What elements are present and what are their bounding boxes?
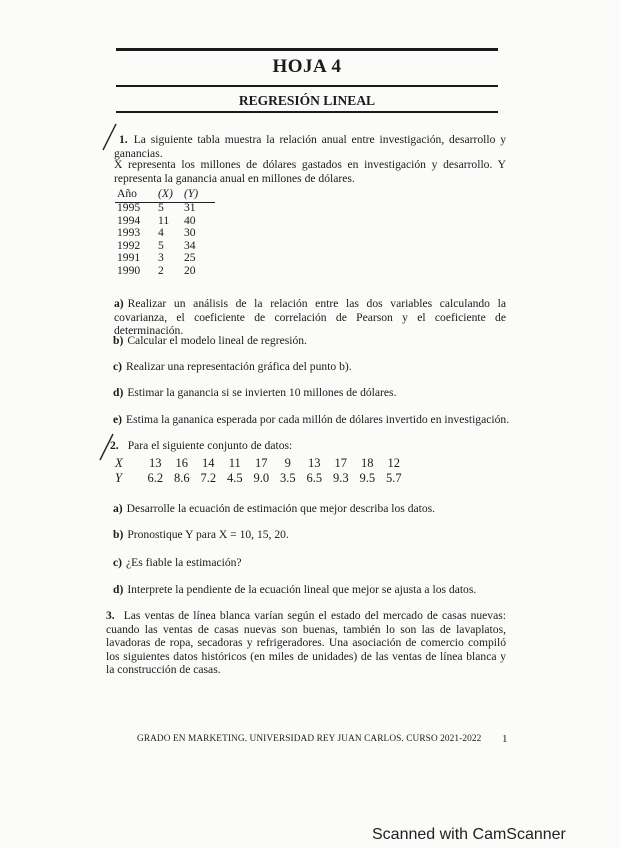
table-cell: 1995: [117, 201, 141, 214]
ex1-question-e: e) Estima la gananica esperada por cada millón de dólares invertido en investigación.: [113, 413, 510, 426]
table-cell: 1992: [117, 238, 141, 252]
ex2-intro: 2. Para el siguiente conjunto de datos:: [110, 439, 293, 452]
ex2-question-d: d) Interprete la pendiente de la ecuación lineal que mejor se ajusta a los datos.: [113, 583, 477, 596]
y-value: 4.5: [226, 471, 243, 485]
ex1-table: [117, 188, 224, 201]
ex1-table-body: [117, 202, 224, 278]
y-value: 7.2: [200, 471, 217, 485]
y-value: 9.5: [359, 471, 376, 485]
ex1-description: X representa los millones de dólares gastados en investigación y desarrollo. Y representa la ganancia anual en millones de dólares.: [114, 158, 506, 185]
table-row: [117, 265, 224, 278]
ex3-text: 3. Las ventas de línea blanca varían según el estado del mercado de casas nuevas: cuando las ventas de casas nuevas son buenas, también lo son las de lavaplatos, lavadoras de ropa, secadoras y refrigeradores. Una asociación de comercio compiló los siguientes datos históricos (en miles de unidades) de las ventas de línea blanca y la construcción de casas.: [106, 609, 506, 677]
x-value: 16: [175, 456, 188, 470]
table-cell: 30: [184, 226, 196, 240]
y-value: 9.3: [332, 471, 349, 485]
ex2-data-table: [115, 456, 407, 486]
table-cell: 1990: [117, 263, 141, 277]
table-cell: 34: [184, 238, 196, 252]
subtitle-rule: [116, 111, 498, 113]
x-value: 12: [387, 456, 400, 470]
question-label: d): [113, 583, 124, 596]
ex1-question-a: a) Realizar un análisis de la relación entre las dos variables calculando la covarianza, el coeficiente de correlación de Pearson y el coeficiente de determinación.: [114, 297, 506, 338]
table-row: [117, 202, 224, 215]
question-label: c): [113, 556, 123, 569]
ex2-number: 2.: [110, 439, 119, 452]
x-value: 13: [149, 456, 162, 470]
question-label: c): [113, 360, 123, 373]
table-cell: 20: [184, 263, 196, 277]
ex2-question-a: a) Desarrolle la ecuación de estimación que mejor describa los datos.: [113, 502, 436, 515]
table-cell: 1993: [117, 226, 141, 240]
table-cell: 5: [158, 238, 164, 252]
table-header-cell: (Y): [184, 187, 199, 200]
question-label: a): [114, 297, 124, 310]
y-value: 5.7: [385, 471, 402, 485]
ex2-x-row: [115, 456, 407, 471]
y-value: 8.6: [173, 471, 190, 485]
table-header-cell: Año: [117, 187, 137, 200]
ex1-question-c: c) Realizar una representación gráfica del punto b).: [113, 360, 352, 373]
table-cell: 25: [184, 251, 196, 265]
ex3-number: 3.: [106, 609, 115, 622]
table-header-cell: (X): [158, 187, 173, 200]
x-value: 11: [228, 456, 241, 470]
ex2-question-b: b) Pronostique Y para X = 10, 15, 20.: [113, 528, 289, 541]
ex1-number: 1.: [119, 133, 128, 146]
top-rule: [116, 48, 498, 51]
x-value: 14: [202, 456, 215, 470]
table-cell: 1994: [117, 213, 141, 227]
question-label: d): [113, 386, 124, 399]
ex2-y-row: [115, 471, 407, 486]
x-row-label: X: [115, 456, 123, 470]
table-cell: 31: [184, 201, 196, 214]
y-value: 6.5: [306, 471, 323, 485]
ex1-intro: 1. La siguiente tabla muestra la relación anual entre investigación, desarrollo y ganancias.: [114, 133, 506, 160]
camscanner-watermark: Scanned with CamScanner: [372, 826, 566, 843]
x-value: 17: [255, 456, 268, 470]
y-value: 9.0: [253, 471, 270, 485]
table-header: [117, 188, 224, 201]
y-value: 6.2: [147, 471, 164, 485]
x-value: 13: [308, 456, 321, 470]
question-label: b): [113, 334, 124, 347]
y-value: 3.5: [279, 471, 296, 485]
question-label: a): [113, 502, 123, 515]
question-label: e): [113, 413, 123, 426]
page-number: 1: [502, 733, 508, 745]
page-title: HOJA 4: [272, 56, 342, 77]
table-cell: 5: [158, 201, 164, 214]
ex2-question-c: c) ¿Es fiable la estimación?: [113, 556, 242, 569]
table-cell: 3: [158, 251, 164, 265]
page-subtitle: REGRESIÓN LINEAL: [238, 93, 376, 108]
ex1-question-b: b) Calcular el modelo lineal de regresión.: [113, 334, 307, 347]
x-value: 9: [284, 456, 291, 470]
ex1-question-d: d) Estimar la ganancia si se invierten 10 millones de dólares.: [113, 386, 397, 399]
table-cell: 11: [158, 213, 170, 227]
table-cell: 40: [184, 213, 196, 227]
footer-text: GRADO EN MARKETING. UNIVERSIDAD REY JUAN CARLOS. CURSO 2021-2022: [137, 734, 482, 744]
question-label: b): [113, 528, 124, 541]
title-rule: [116, 85, 498, 87]
x-value: 18: [361, 456, 374, 470]
table-cell: 2: [158, 263, 164, 277]
y-row-label: Y: [115, 471, 122, 485]
x-value: 17: [334, 456, 347, 470]
table-cell: 4: [158, 226, 164, 240]
table-cell: 1991: [117, 251, 141, 265]
table-row: [117, 227, 224, 240]
